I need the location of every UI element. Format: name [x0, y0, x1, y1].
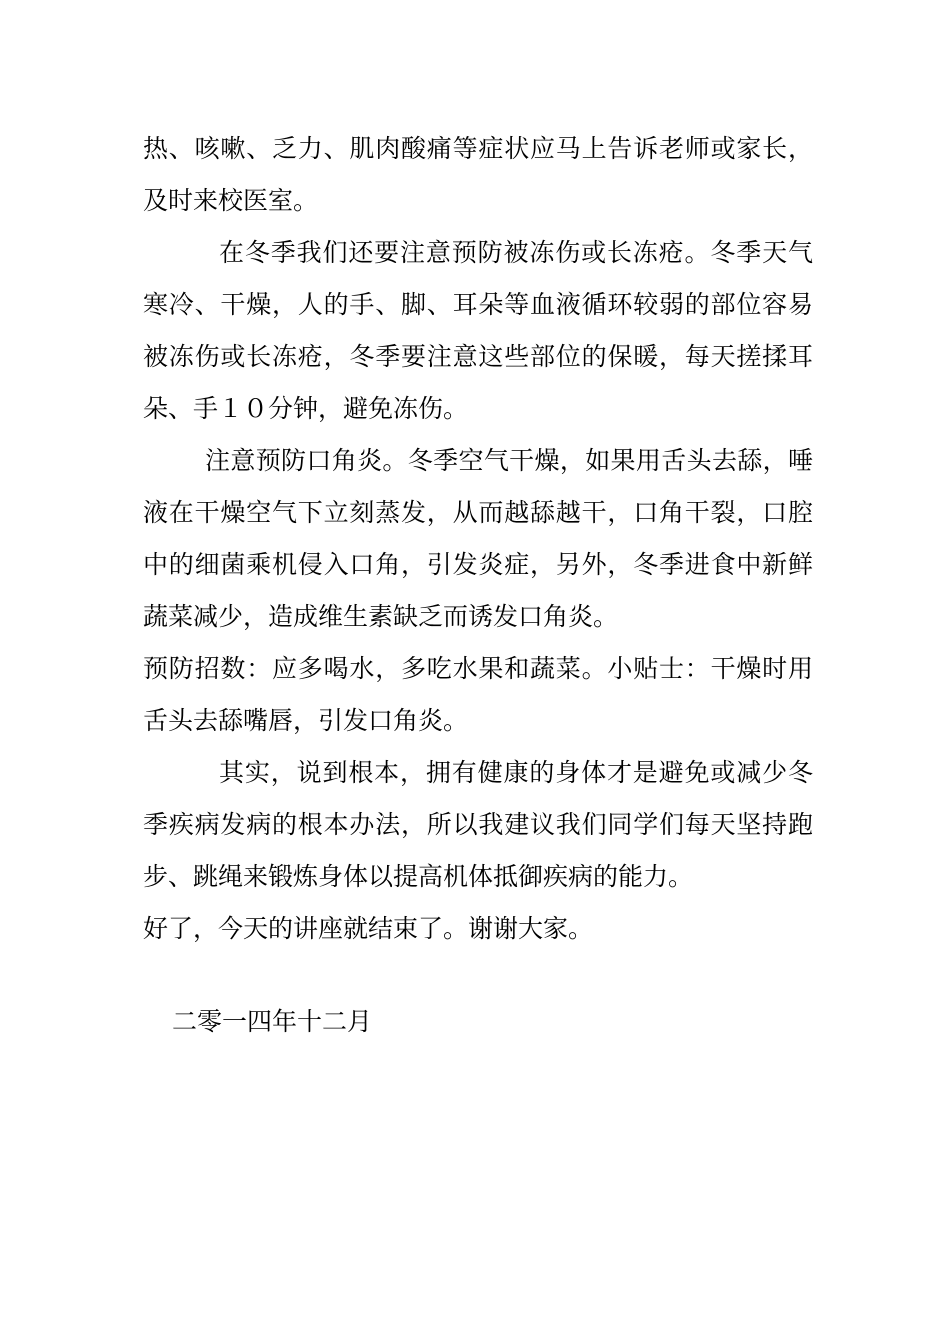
paragraph-frostbite: 在冬季我们还要注意预防被冻伤或长冻疮。冬季天气寒冷、干燥，人的手、脚、耳朵等血液循环较弱的部位容易被冻伤或长冻疮，冬季要注意这些部位的保暖，每天搓揉耳朵、手１０分钟，避免冻伤。: [143, 238, 813, 423]
paragraph-prevention-tips: 预防招数：应多喝水，多吃水果和蔬菜。小贴士：干燥时用舌头去舔嘴唇，引发口角炎。: [143, 654, 813, 735]
paragraph-conclusion: 其实，说到根本，拥有健康的身体才是避免或减少冬季疾病发病的根本办法，所以我建议我们同学们每天坚持跑步、跳绳来锻炼身体以提高机体抵御疾病的能力。: [143, 758, 813, 891]
paragraph-angular-cheilitis: 注意预防口角炎。冬季空气干燥，如果用舌头去舔，唾液在干燥空气下立刻蒸发，从而越舔越干，口角干裂，口腔中的细菌乘机侵入口角，引发炎症，另外，冬季进食中新鲜蔬菜减少，造成维生素缺乏而诱发口角炎。: [143, 446, 813, 631]
paragraph-symptoms-continued: 热、咳嗽、乏力、肌肉酸痛等症状应马上告诉老师或家长，及时来校医室。: [143, 134, 813, 215]
document-body: [143, 123, 813, 955]
document-date: 二零一四年十二月: [172, 1007, 373, 1036]
paragraph-closing: 好了，今天的讲座就结束了。谢谢大家。: [143, 914, 594, 943]
